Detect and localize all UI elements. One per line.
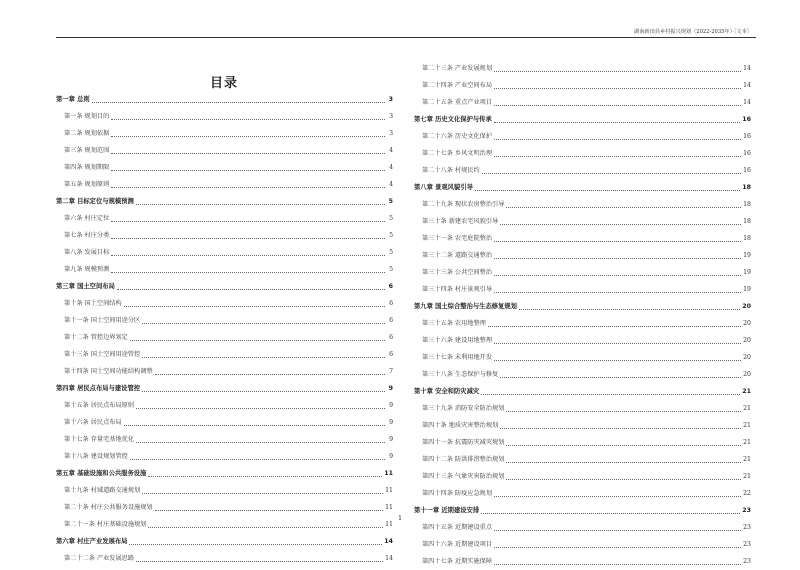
toc-entry-label: 第六条 村庄定位	[64, 215, 110, 222]
toc-article-entry[interactable]	[414, 247, 751, 264]
toc-entry-label: 第五章 基础设施和公共服务设施	[56, 470, 147, 477]
toc-entry-label: 第十八条 建设规划管控	[64, 453, 128, 460]
dot-leader	[130, 453, 385, 460]
toc-chapter-entry[interactable]	[56, 193, 393, 210]
toc-chapter-entry[interactable]	[414, 179, 751, 196]
toc-right-column	[414, 60, 751, 570]
toc-entry-page: 20	[742, 303, 751, 310]
toc-entry-page: 16	[743, 167, 751, 174]
toc-article-entry[interactable]	[414, 417, 751, 434]
toc-entry-page: 6	[389, 334, 393, 341]
toc-article-entry[interactable]	[56, 159, 393, 176]
toc-chapter-entry[interactable]	[56, 91, 393, 108]
toc-article-entry[interactable]	[414, 162, 751, 179]
toc-entry-page: 14	[384, 538, 393, 545]
toc-entry-label: 第三十八条 生态保护与修复	[422, 371, 499, 378]
dot-leader	[488, 320, 741, 327]
toc-entry-label: 第四十二条 防洪排涝整治规划	[422, 456, 505, 463]
toc-entry-page: 3	[388, 96, 393, 103]
dot-leader	[111, 164, 385, 171]
dot-leader	[142, 351, 385, 358]
dot-leader	[142, 317, 385, 324]
toc-entry-label: 第三十四条 村庄景观引导	[422, 286, 493, 293]
toc-entry-page: 4	[389, 181, 393, 188]
toc-article-entry[interactable]	[414, 196, 751, 213]
toc-article-entry[interactable]	[56, 227, 393, 244]
toc-entry-page: 20	[743, 337, 751, 344]
toc-entry-page: 3	[389, 113, 393, 120]
toc-entry-label: 第二十九条 现状农房整治引导	[422, 201, 505, 208]
toc-entry-page: 9	[388, 385, 393, 392]
toc-article-entry[interactable]	[56, 244, 393, 261]
toc-article-entry[interactable]	[414, 485, 751, 502]
toc-entry-label: 第十七条 存量宅基地优化	[64, 436, 135, 443]
toc-entry-label: 第三章 国土空间布局	[56, 283, 115, 290]
toc-entry-page: 11	[384, 470, 393, 477]
dot-leader	[148, 521, 383, 528]
toc-chapter-entry[interactable]	[414, 502, 751, 519]
toc-entry-page: 9	[389, 436, 393, 443]
toc-entry-label: 第二十七条 乡风文明治理	[422, 150, 493, 157]
toc-entry-page: 21	[743, 473, 751, 480]
dot-leader	[494, 524, 741, 531]
toc-entry-page: 7	[389, 368, 393, 375]
toc-article-entry[interactable]	[414, 468, 751, 485]
toc-chapter-entry[interactable]	[414, 111, 751, 128]
toc-entry-label: 第二十六条 历史文化保护	[422, 133, 493, 140]
toc-article-entry[interactable]	[56, 261, 393, 278]
toc-entry-label: 第四十三条 气象灾害防治规划	[422, 473, 505, 480]
toc-entry-page: 23	[743, 558, 751, 565]
dot-leader	[494, 116, 740, 123]
toc-entry-label: 第九条 规模预测	[64, 266, 110, 273]
toc-chapter-entry[interactable]	[56, 278, 393, 295]
toc-entry-page: 18	[743, 201, 751, 208]
toc-article-entry[interactable]	[414, 94, 751, 111]
toc-entry-label: 第二章 目标定位与规模预测	[56, 198, 134, 205]
toc-entry-label: 第六章 村庄产业发展布局	[56, 538, 128, 545]
dot-leader	[155, 368, 385, 375]
dot-leader	[111, 113, 385, 120]
toc-entry-page: 20	[743, 320, 751, 327]
toc-entry-label: 第十四条 国土空间功能结构调整	[64, 368, 153, 375]
toc-entry-label: 第二条 规划依据	[64, 130, 110, 137]
dot-leader	[506, 201, 741, 208]
dot-leader	[148, 470, 382, 477]
dot-leader	[481, 507, 740, 514]
toc-article-entry[interactable]	[414, 128, 751, 145]
dot-leader	[494, 286, 741, 293]
page-number: 1	[398, 515, 402, 522]
dot-leader	[475, 184, 740, 191]
toc-entry-label: 第八条 发展目标	[64, 249, 110, 256]
toc-entry-label: 第十三条 国土空间用途管控	[64, 351, 141, 358]
dot-leader	[494, 337, 741, 344]
dot-leader	[129, 538, 382, 545]
toc-entry-page: 20	[743, 354, 751, 361]
dot-leader	[506, 439, 741, 446]
dot-leader	[155, 504, 384, 511]
dot-leader	[136, 436, 385, 443]
toc-entry-page: 16	[743, 133, 751, 140]
toc-entry-label: 第二十二条 产业发展思路	[64, 555, 135, 562]
dot-leader	[111, 215, 385, 222]
toc-entry-label: 第九章 国土综合整治与生态修复规划	[414, 303, 517, 310]
dot-leader	[519, 303, 740, 310]
dot-leader	[494, 269, 741, 276]
toc-entry-label: 第二十一条 村庄基础设施规划	[64, 521, 147, 528]
toc-entry-page: 22	[743, 490, 751, 497]
dot-leader	[500, 218, 741, 225]
running-header: 湖南新田县乡村振兴规划（2022-2035年）·［文本］	[634, 29, 752, 35]
toc-entry-label: 第四十一条 抗震防灾减灾规划	[422, 439, 505, 446]
dot-leader	[500, 371, 741, 378]
toc-entry-page: 9	[389, 419, 393, 426]
toc-entry-label: 第二十八条 村规民约	[422, 167, 480, 174]
toc-entry-label: 第十章 安全和防灾减灾	[414, 388, 480, 395]
dot-leader	[494, 133, 741, 140]
toc-article-entry[interactable]	[56, 363, 393, 380]
dot-leader	[130, 334, 385, 341]
toc-entry-label: 第七条 村庄分类	[64, 232, 110, 239]
toc-article-entry[interactable]	[56, 295, 393, 312]
toc-entry-page: 5	[389, 266, 393, 273]
dot-leader	[92, 96, 385, 103]
toc-entry-label: 第四章 居民点布局与建设管控	[56, 385, 141, 392]
header-rule	[56, 37, 756, 38]
toc-entry-label: 第三十六条 建设用地整理	[422, 337, 493, 344]
dot-leader	[494, 354, 741, 361]
dot-leader	[136, 198, 385, 205]
dot-leader	[124, 300, 385, 307]
toc-entry-label: 第四条 规划期限	[64, 164, 110, 171]
toc-entry-label: 第十条 国土空间结构	[64, 300, 122, 307]
toc-entry-page: 3	[389, 130, 393, 137]
toc-entry-page: 6	[389, 317, 393, 324]
dot-leader	[136, 555, 383, 562]
toc-entry-label: 第三十九条 消防安全防治规划	[422, 405, 505, 412]
toc-article-entry[interactable]	[56, 312, 393, 329]
toc-entry-label: 第十五条 居民点布局原则	[64, 402, 135, 409]
toc-article-entry[interactable]	[414, 213, 751, 230]
toc-entry-page: 18	[742, 184, 751, 191]
dot-leader	[136, 402, 385, 409]
toc-entry-page: 14	[385, 555, 393, 562]
toc-entry-label: 第十一章 近期建设安排	[414, 507, 480, 514]
toc-entry-label: 第一条 规划目的	[64, 113, 110, 120]
toc-article-entry[interactable]	[414, 451, 751, 468]
toc-entry-page: 21	[742, 388, 751, 395]
toc-article-entry[interactable]	[56, 142, 393, 159]
dot-leader	[494, 150, 741, 157]
toc-article-entry[interactable]	[414, 60, 751, 77]
toc-entry-label: 第四十条 地质灾害整治规划	[422, 422, 499, 429]
toc-entry-page: 6	[389, 351, 393, 358]
toc-entry-label: 第十一条 国土空间用途分区	[64, 317, 141, 324]
toc-entry-page: 21	[743, 405, 751, 412]
toc-entry-page: 20	[743, 371, 751, 378]
dot-leader	[494, 99, 741, 106]
toc-entry-page: 6	[389, 300, 393, 307]
toc-chapter-entry[interactable]	[414, 298, 751, 315]
toc-entry-page: 9	[389, 453, 393, 460]
toc-entry-page: 4	[389, 164, 393, 171]
dot-leader	[111, 266, 385, 273]
toc-article-entry[interactable]	[414, 332, 751, 349]
dot-leader	[111, 130, 385, 137]
toc-entry-page: 14	[743, 82, 751, 89]
toc-entry-page: 14	[743, 65, 751, 72]
toc-entry-page: 16	[743, 150, 751, 157]
toc-entry-label: 第二十五条 重点产业项目	[422, 99, 493, 106]
toc-entry-page: 6	[388, 283, 393, 290]
dot-leader	[494, 558, 741, 565]
dot-leader	[142, 487, 383, 494]
toc-entry-label: 第四十六条 近期建设项目	[422, 541, 493, 548]
toc-article-entry[interactable]	[56, 210, 393, 227]
toc-article-entry[interactable]	[414, 77, 751, 94]
toc-article-entry[interactable]	[56, 125, 393, 142]
toc-entry-page: 5	[388, 198, 393, 205]
toc-entry-page: 23	[742, 507, 751, 514]
toc-article-entry[interactable]	[414, 281, 751, 298]
toc-entry-page: 11	[385, 487, 393, 494]
toc-entry-page: 19	[743, 252, 751, 259]
toc-entry-label: 第十九条 村域道路交通规划	[64, 487, 141, 494]
toc-entry-page: 5	[389, 249, 393, 256]
toc-entry-page: 21	[743, 456, 751, 463]
toc-entry-page: 21	[743, 422, 751, 429]
toc-article-entry[interactable]	[56, 176, 393, 193]
toc-entry-label: 第三条 规划范围	[64, 147, 110, 154]
toc-entry-page: 14	[743, 99, 751, 106]
toc-entry-page: 23	[743, 524, 751, 531]
toc-entry-page: 11	[385, 521, 393, 528]
toc-article-entry[interactable]	[414, 434, 751, 451]
toc-chapter-entry[interactable]	[414, 383, 751, 400]
toc-title: 目录	[209, 76, 238, 91]
toc-entry-label: 第十六条 居民点布局	[64, 419, 122, 426]
dot-leader	[111, 147, 385, 154]
toc-entry-page: 4	[389, 147, 393, 154]
toc-article-entry[interactable]	[56, 482, 393, 499]
toc-entry-page: 18	[743, 235, 751, 242]
toc-article-entry[interactable]	[414, 553, 751, 570]
toc-entry-label: 第四十四条 防疫应急规划	[422, 490, 493, 497]
toc-article-entry[interactable]	[414, 230, 751, 247]
toc-entry-label: 第八章 景观风貌引导	[414, 184, 473, 191]
toc-article-entry[interactable]	[414, 536, 751, 553]
toc-entry-page: 16	[742, 116, 751, 123]
toc-entry-label: 第三十二条 道路交通整治	[422, 252, 493, 259]
dot-leader	[500, 422, 741, 429]
toc-entry-label: 第四十七条 近期实施保障	[422, 558, 493, 565]
toc-article-entry[interactable]	[414, 400, 751, 417]
toc-article-entry[interactable]	[56, 550, 393, 567]
toc-chapter-entry[interactable]	[56, 380, 393, 397]
toc-entry-page: 21	[743, 439, 751, 446]
toc-article-entry[interactable]	[56, 499, 393, 516]
dot-leader	[506, 473, 741, 480]
dot-leader	[111, 232, 385, 239]
toc-entry-page: 9	[389, 402, 393, 409]
toc-entry-page: 5	[389, 215, 393, 222]
toc-article-entry[interactable]	[414, 264, 751, 281]
toc-entry-label: 第二十四条 产业空间布局	[422, 82, 493, 89]
toc-entry-page: 23	[743, 541, 751, 548]
toc-article-entry[interactable]	[56, 397, 393, 414]
toc-article-entry[interactable]	[56, 346, 393, 363]
dot-leader	[494, 541, 741, 548]
toc-entry-page: 5	[389, 232, 393, 239]
toc-entry-label: 第三十五条 农用地整理	[422, 320, 486, 327]
toc-entry-label: 第三十三条 公共空间整治	[422, 269, 493, 276]
dot-leader	[481, 388, 740, 395]
dot-leader	[124, 419, 385, 426]
toc-article-entry[interactable]	[414, 519, 751, 536]
toc-left-column	[56, 91, 393, 567]
toc-entry-label: 第三十七条 未利用地开发	[422, 354, 493, 361]
toc-article-entry[interactable]	[414, 315, 751, 332]
toc-entry-page: 19	[743, 269, 751, 276]
toc-article-entry[interactable]	[56, 431, 393, 448]
dot-leader	[111, 181, 385, 188]
dot-leader	[482, 167, 741, 174]
toc-article-entry[interactable]	[414, 145, 751, 162]
toc-article-entry[interactable]	[56, 448, 393, 465]
toc-article-entry[interactable]	[56, 329, 393, 346]
toc-entry-label: 第十二条 管控边界划定	[64, 334, 128, 341]
toc-entry-label: 第七章 历史文化保护与传承	[414, 116, 492, 123]
toc-chapter-entry[interactable]	[56, 533, 393, 550]
dot-leader	[494, 65, 741, 72]
toc-article-entry[interactable]	[56, 414, 393, 431]
dot-leader	[506, 405, 741, 412]
toc-entry-label: 第二十条 村庄公共服务设施规划	[64, 504, 153, 511]
dot-leader	[494, 82, 741, 89]
toc-entry-label: 第二十三条 产业发展规划	[422, 65, 493, 72]
toc-entry-label: 第三十条 新建农宅风貌引导	[422, 218, 499, 225]
dot-leader	[142, 385, 385, 392]
toc-entry-page: 19	[743, 286, 751, 293]
dot-leader	[494, 235, 741, 242]
toc-entry-page: 18	[743, 218, 751, 225]
toc-article-entry[interactable]	[56, 108, 393, 125]
dot-leader	[117, 283, 385, 290]
toc-chapter-entry[interactable]	[56, 465, 393, 482]
dot-leader	[494, 490, 741, 497]
dot-leader	[111, 249, 385, 256]
toc-entry-label: 第五条 规划原则	[64, 181, 110, 188]
toc-article-entry[interactable]	[414, 349, 751, 366]
toc-entry-label: 第三十一条 农宅庭院整治	[422, 235, 493, 242]
toc-article-entry[interactable]	[56, 516, 393, 533]
dot-leader	[506, 456, 741, 463]
dot-leader	[494, 252, 741, 259]
toc-entry-label: 第一章 总则	[56, 96, 90, 103]
toc-entry-label: 第四十五条 近期建设重点	[422, 524, 493, 531]
toc-article-entry[interactable]	[414, 366, 751, 383]
toc-entry-page: 11	[385, 504, 393, 511]
